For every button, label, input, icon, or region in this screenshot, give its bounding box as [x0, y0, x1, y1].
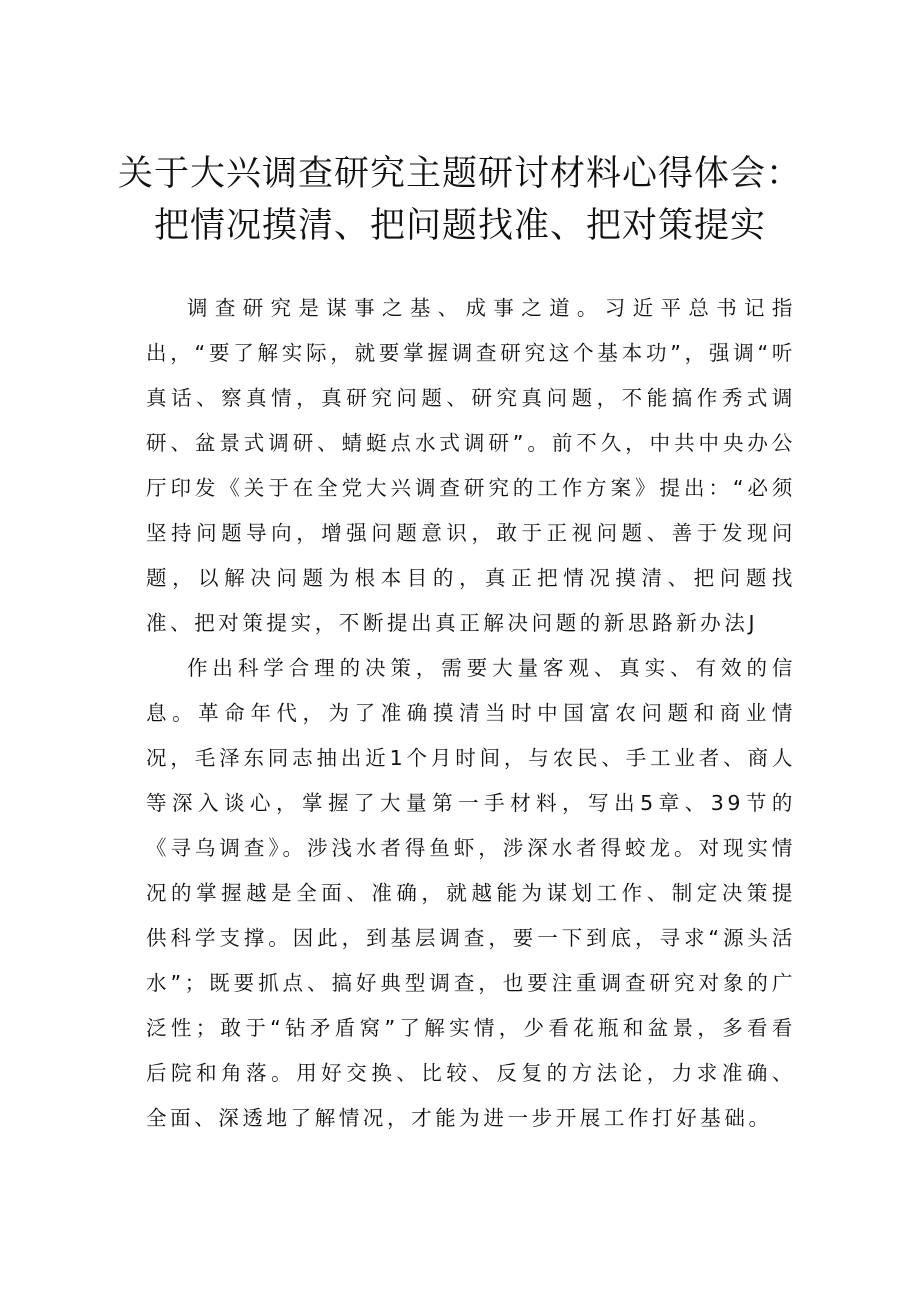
- paragraph-1: 调查研究是谋事之基、成事之道。习近平总书记指出，“要了解实际，就要掌握调查研究这个基本功”，强调“听真话、察真情，真研究问题、研究真问题，不能搞作秀式调研、盆景式调研、蜻蜓点水式调研”。前不久，中共中央办公厅印发《关于在全党大兴调查研究的工作方案》提出：“必须坚持问题导向，增强问题意识，敢于正视问题、善于发现问题，以解决问题为根本目的，真正把情况摸清、把问题找准、把对策提实，不断提出真正解决问题的新思路新办法J: [146, 296, 796, 635]
- document-body: [146, 286, 796, 1141]
- paragraph-2: 作出科学合理的决策，需要大量客观、真实、有效的信息。革命年代，为了准确摸清当时中国富农问题和商业情况，毛泽东同志抽出近1个月时间，与农民、手工业者、商人等深入谈心，掌握了大量第一手材料，写出5章、39节的《寻乌调查》。涉浅水者得鱼虾，涉深水者得蛟龙。对现实情况的掌握越是全面、准确，就越能为谋划工作、制定决策提供科学支撑。因此，到基层调查，要一下到底，寻求“源头活水”；既要抓点、搞好典型调查，也要注重调查研究对象的广泛性；敢于“钻矛盾窝”了解实情，少看花瓶和盆景，多看看后院和角落。用好交换、比较、反复的方法论，力求准确、全面、深透地了解情况，才能为进一步开展工作打好基础。: [146, 656, 796, 1130]
- title-line-1: 关于大兴调查研究主题研讨材料心得体会：: [117, 154, 802, 194]
- title-line-2: 把情况摸清、把问题找准、把对策提实: [153, 206, 766, 246]
- document-title: [110, 148, 810, 252]
